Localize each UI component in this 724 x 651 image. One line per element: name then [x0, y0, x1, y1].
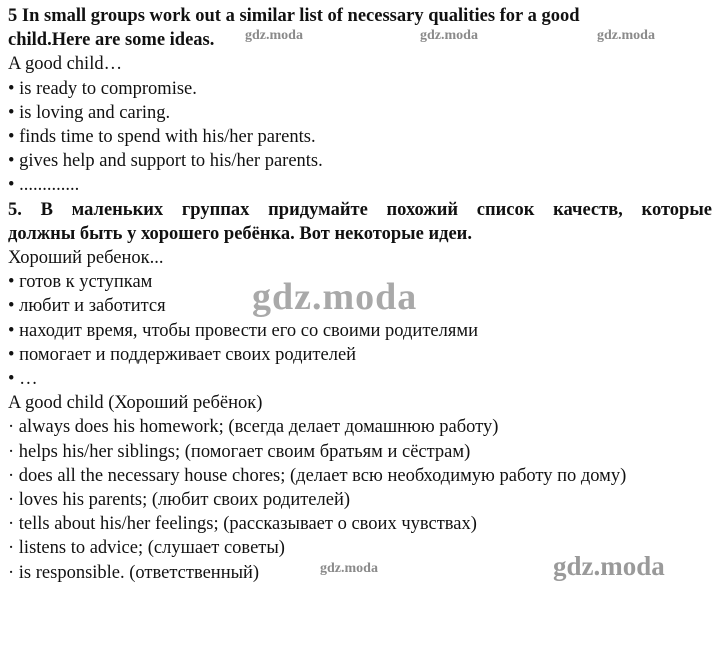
english-list-item: • is ready to compromise.	[8, 78, 197, 99]
watermark: gdz.moda	[553, 551, 665, 581]
watermark: gdz.moda	[420, 28, 478, 43]
english-list-item: • is loving and caring.	[8, 102, 171, 123]
russian-list-item: • готов к уступкам	[8, 272, 153, 293]
english-heading-line-2: child.Here are some ideas.	[8, 30, 215, 51]
answer-list-item: · is responsible. (ответственный)	[8, 562, 260, 583]
answer-list-item: · loves his parents; (любит своих родителей)	[8, 490, 351, 511]
answer-list-item: · listens to advice; (слушает советы)	[8, 538, 285, 559]
english-list-item: • .............	[8, 175, 80, 196]
russian-list-item: • находит время, чтобы провести его со своими родителями	[8, 320, 478, 341]
english-list-item: • gives help and support to his/her parents.	[8, 151, 323, 172]
answer-list-item: · always does his homework; (всегда делает домашнюю работу)	[8, 417, 499, 438]
russian-list-item: • …	[8, 369, 38, 390]
watermark: gdz.moda	[245, 28, 303, 43]
answer-list-item: · tells about his/her feelings; (рассказывает о своих чувствах)	[8, 514, 477, 535]
watermark: gdz.moda	[320, 561, 378, 576]
russian-list-item: • любит и заботится	[8, 296, 166, 317]
english-heading-line-1: 5 In small groups work out a similar list of necessary qualities for a good	[8, 6, 580, 26]
watermark: gdz.moda	[252, 276, 418, 318]
answer-list-item: · helps his/her siblings; (помогает своим братьям и сёстрам)	[8, 441, 471, 462]
russian-heading-line-2: должны быть у хорошего ребёнка. Вот некоторые идеи.	[8, 223, 472, 244]
answer-list-item: · does all the necessary house chores; (делает всю необходимую работу по дому)	[8, 465, 627, 486]
answer-intro: A good child (Хороший ребёнок)	[8, 393, 263, 414]
russian-list-item: • помогает и поддерживает своих родителей	[8, 344, 357, 365]
russian-intro: Хороший ребенок...	[8, 248, 164, 269]
english-list-item: • finds time to spend with his/her parents.	[8, 127, 316, 148]
english-intro: A good child…	[8, 54, 123, 75]
watermark: gdz.moda	[597, 28, 655, 43]
russian-heading-line-1: 5. В маленьких группах придумайте похожий список качеств, которые	[8, 199, 712, 220]
